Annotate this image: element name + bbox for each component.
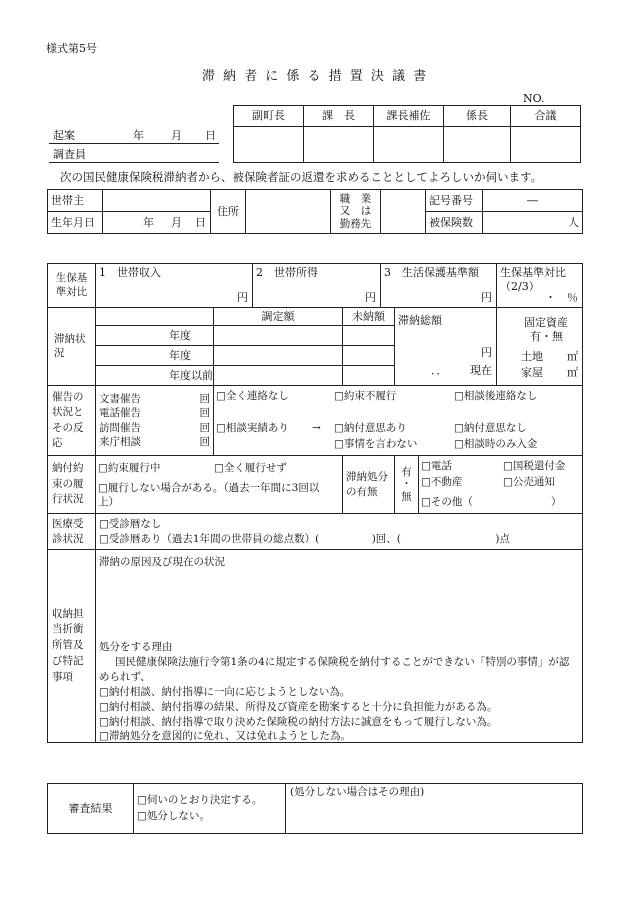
approve-checkbox[interactable]: □伺いのとおり決定する。 — [137, 794, 263, 807]
reason-3-checkbox[interactable]: □納付相談、納付指導で取り決めた保険税の納付方法に誠意をもって履行しない為。 — [99, 715, 498, 728]
household-head-field[interactable] — [103, 190, 211, 212]
review-options[interactable] — [134, 784, 286, 834]
dob-field[interactable]: 年 月 日 — [103, 212, 211, 234]
medical-label: 医療受診状況 — [48, 514, 96, 550]
assessed-year-prior[interactable] — [214, 366, 343, 386]
reason-heading: 処分をする理由 — [99, 641, 173, 653]
welfare-standard-field[interactable]: 3 生活保護基準額 円 — [381, 264, 497, 308]
approval-stamp-subsection-chief[interactable] — [444, 127, 511, 163]
review-table — [47, 783, 583, 834]
occupation-label: 職 業 又 は 勤務先 — [331, 190, 381, 234]
no-medical-history-checkbox[interactable]: □受診暦なし — [99, 517, 162, 530]
cause-heading: 滞納の原因及び現在の状況 — [99, 556, 225, 568]
approval-header-section-chief: 課 長 — [304, 106, 374, 127]
tax-refund-checkbox[interactable]: □国税還付金 — [503, 460, 566, 472]
sometimes-unfulfilled-checkbox[interactable]: □履行しない場合がある。（過去一年間に3回以上） — [98, 482, 320, 508]
approval-header-deputy-mayor: 副町長 — [234, 106, 304, 127]
no-fulfillment-checkbox[interactable]: □全く履行せず — [214, 462, 287, 474]
dob-label: 生年月日 — [48, 212, 103, 234]
draft-year-label: 年 — [133, 129, 144, 142]
unpaid-amount-header: 未納額 — [343, 308, 395, 326]
medical-history-checkbox[interactable]: □受診暦あり（過去1年間の世帯員の総点数）( )回、( )点 — [99, 532, 510, 545]
auction-notice-checkbox[interactable]: □公売通知 — [503, 476, 555, 488]
approval-stamp-assistant-chief[interactable] — [374, 127, 444, 163]
promise-label: 納付約束の履行状況 — [48, 456, 96, 514]
medical-status[interactable] — [96, 514, 583, 550]
approval-header-consultation: 合議 — [511, 106, 581, 127]
broken-promise-checkbox[interactable]: □約束不履行 — [334, 390, 397, 402]
disposal-types[interactable]: □電話 □国税還付金 □不動産 □公売通知 □その他（ ） — [419, 456, 583, 514]
arrears-year-prior[interactable]: 年度以前 — [96, 366, 214, 386]
draft-month-label: 月 — [171, 129, 182, 142]
document-number: NO. — [523, 92, 578, 106]
disposal-label: 滞納処分の有無 — [343, 456, 395, 514]
arrears-year-2[interactable]: 年度 — [96, 346, 214, 366]
phone-checkbox[interactable]: □電話 — [421, 460, 452, 472]
reason-2-checkbox[interactable]: □納付相談、納付指導の結果、所得及び資産を勘案すると十分に負担能力がある為。 — [99, 700, 498, 713]
approval-stamp-consultation[interactable] — [511, 127, 581, 163]
no-disposal-reason-field[interactable]: (処分しない場合はその理由) — [286, 784, 583, 834]
welfare-ratio-field[interactable]: 生保基準対比 （2/3） ・ ％ — [497, 264, 583, 308]
unpaid-year-prior[interactable] — [343, 366, 395, 386]
no-disposal-checkbox[interactable]: □処分しない。 — [137, 809, 210, 822]
draft-date-row[interactable] — [49, 126, 219, 144]
insured-count-label: 被保険数 — [426, 212, 483, 234]
household-head-label: 世帯主 — [48, 190, 103, 212]
no-explanation-checkbox[interactable]: □事情を言わない — [334, 438, 418, 450]
no-intent-to-pay-checkbox[interactable]: □納付意思なし — [454, 422, 527, 434]
approval-header-assistant-chief: 課長補佐 — [374, 106, 444, 127]
unpaid-year-2[interactable] — [343, 346, 395, 366]
draft-day-label: 日 — [205, 129, 216, 142]
review-label: 審査結果 — [48, 784, 134, 834]
main-table — [47, 263, 583, 743]
approval-header-subsection-chief: 係長 — [444, 106, 511, 127]
assessed-year-1[interactable] — [214, 326, 343, 346]
arrears-year-1[interactable]: 年度 — [96, 326, 214, 346]
investigator-row[interactable] — [49, 145, 219, 163]
symbol-number-label: 記号番号 — [426, 190, 483, 212]
insured-count-field[interactable]: 人 — [483, 212, 583, 234]
symbol-number-field[interactable]: ― — [483, 190, 583, 212]
draft-label: 起案 — [53, 129, 75, 142]
reason-4-checkbox[interactable]: □滞納処分を意図的に免れ、又は免れようとした為。 — [99, 730, 352, 743]
assessed-year-2[interactable] — [214, 346, 343, 366]
intro-text: 次の国民健康保険税滞納者から、被保険者証の返還を求めることとしてよろしいか伺います。 — [60, 170, 543, 184]
arrow-icon: → — [312, 422, 321, 434]
reason-1-checkbox[interactable]: □納付相談、納付指導に一向に応じようとしない為。 — [99, 685, 351, 698]
occupation-field[interactable] — [381, 190, 426, 234]
other-checkbox[interactable]: □その他（ — [421, 496, 473, 508]
household-table — [47, 189, 583, 234]
approval-stamp-deputy-mayor[interactable] — [234, 127, 304, 163]
no-contact-after-consult-checkbox[interactable]: □相談後連絡なし — [454, 390, 538, 402]
no-contact-checkbox[interactable]: □全く連絡なし — [216, 390, 289, 402]
promise-status[interactable] — [96, 456, 343, 514]
has-consultation-checkbox[interactable]: □相談実績あり — [216, 422, 289, 434]
benefit-label: 生保基準対比 — [48, 264, 96, 308]
address-label: 住所 — [211, 190, 246, 234]
document-title: 滞 納 者 に 係 る 措 置 決 議 書 — [201, 69, 429, 84]
fixed-assets-field[interactable]: 固定資産 有・無 土地 ㎡ 家屋 ㎡ — [497, 308, 583, 386]
promise-in-progress-checkbox[interactable]: □約束履行中 — [98, 462, 161, 474]
total-arrears-field[interactable]: 滞納総額 円 ．． 現在 — [395, 308, 497, 386]
notes-label: 収納担当折衝所管及び特記事項 — [48, 550, 96, 743]
reminder-counts[interactable]: 文書催告 回 電話催告 回 訪問催告 回 来庁相談 回 — [96, 386, 214, 456]
household-earnings-field[interactable]: 2 世帯所得 円 — [253, 264, 381, 308]
unpaid-year-1[interactable] — [343, 326, 395, 346]
notes-field[interactable] — [96, 550, 583, 743]
reminder-label: 催告の状況とその反応 — [48, 386, 96, 456]
assessed-amount-header: 調定額 — [214, 308, 343, 326]
arrears-label: 滞納状況 — [48, 308, 96, 386]
household-income-field[interactable]: 1 世帯収入 円 — [96, 264, 253, 308]
reason-intro: 国民健康保険法施行令第1条の4に規定する保険税を納付することができない「特別の事情」が認められず、 — [99, 655, 570, 683]
investigator-label: 調査員 — [53, 148, 86, 161]
address-field[interactable] — [246, 190, 331, 234]
intent-to-pay-checkbox[interactable]: □納付意思あり — [334, 422, 407, 434]
pay-only-at-consult-checkbox[interactable]: □相談時のみ入金 — [454, 438, 538, 450]
reminder-responses[interactable] — [214, 386, 583, 456]
approval-stamp-section-chief[interactable] — [304, 127, 374, 163]
form-number: 様式第5号 — [46, 42, 97, 55]
approval-table — [233, 105, 581, 163]
real-estate-checkbox[interactable]: □不動産 — [421, 476, 463, 488]
disposal-yes-no[interactable]: 有 ・ 無 — [395, 456, 419, 514]
